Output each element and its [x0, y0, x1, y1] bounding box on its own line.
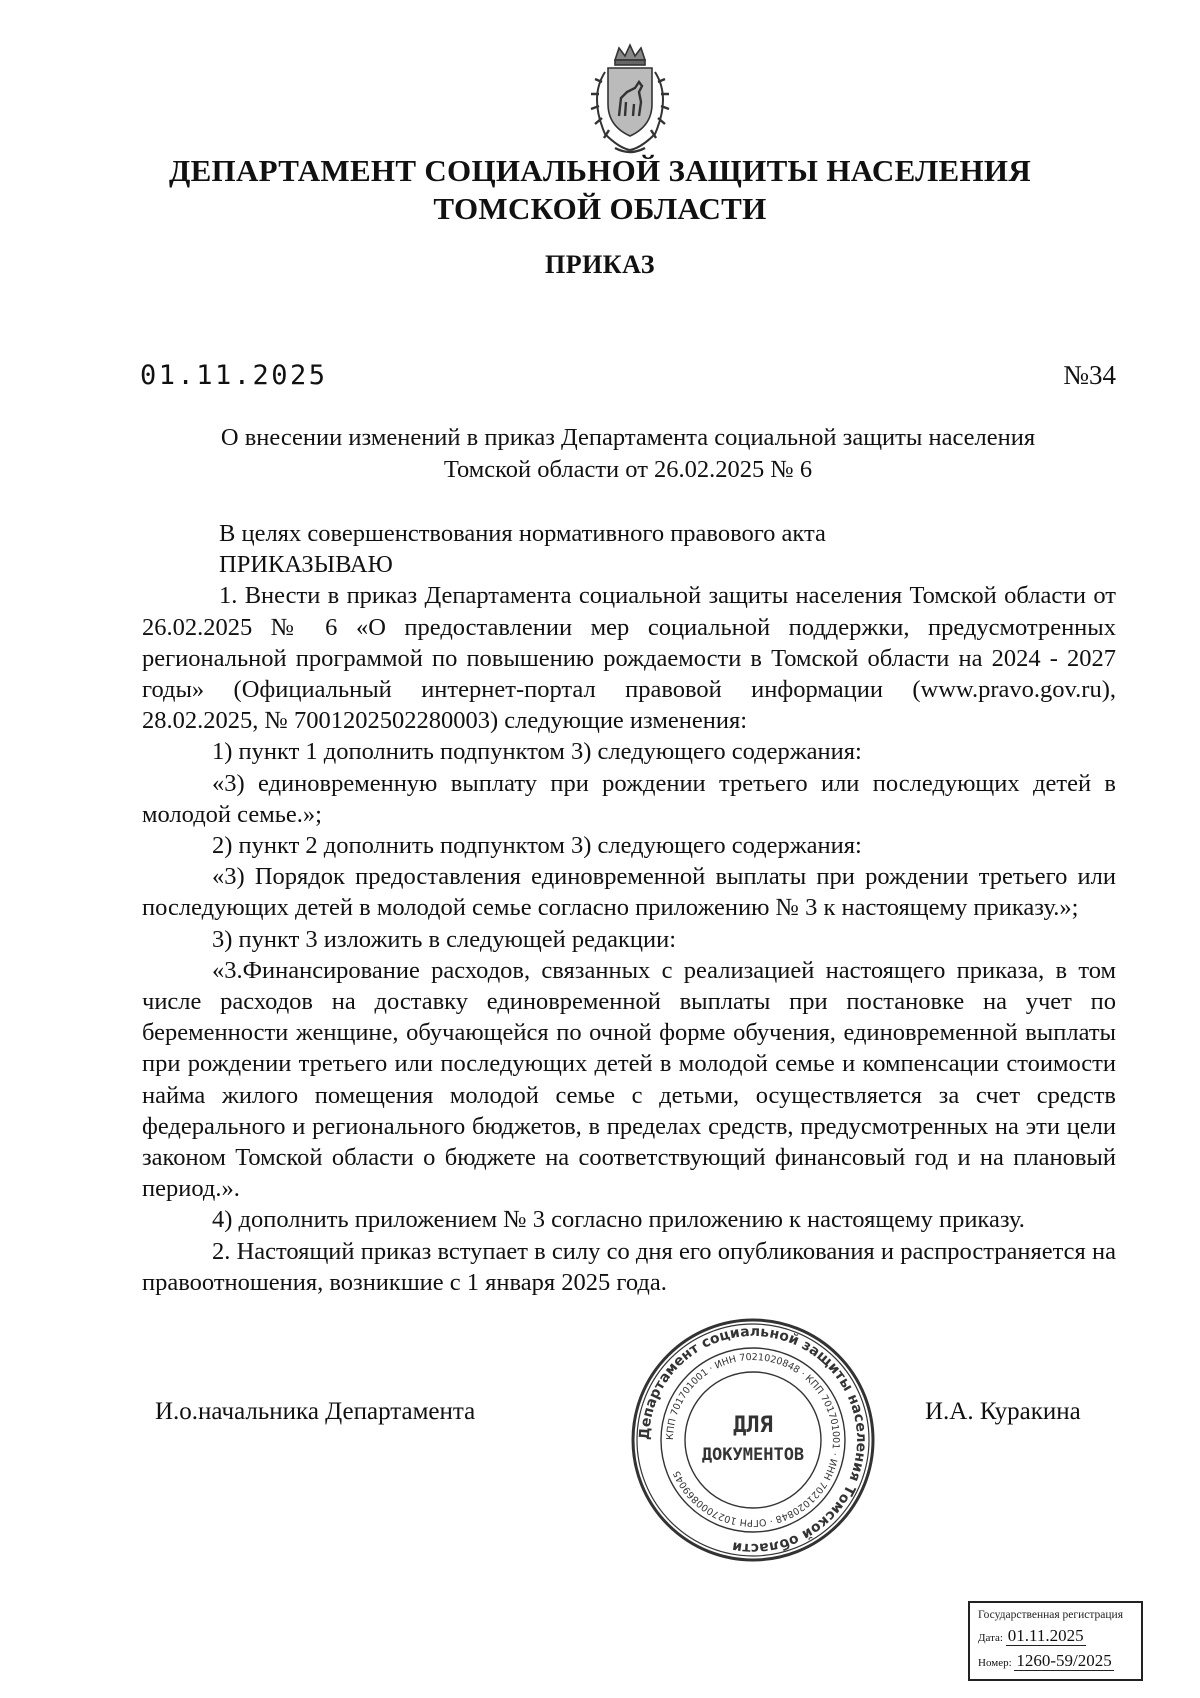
body-subitem-2: 2) пункт 2 дополнить подпунктом 3) следующего содержания:	[212, 832, 862, 860]
coat-of-arms-emblem	[575, 42, 685, 160]
signatory-position: И.о.начальника Департамента	[155, 1398, 476, 1425]
registration-number-value: 1260-59/2025	[1016, 1651, 1112, 1670]
stamp-center-line2: ДОКУМЕНТОВ	[701, 1445, 805, 1465]
document-subject	[140, 422, 1116, 486]
official-stamp	[628, 1315, 878, 1565]
signatory-name: И.А. Куракина	[925, 1398, 1081, 1425]
registration-date-label: Дата:	[978, 1632, 1003, 1644]
body-paragraph-1: 1. Внести в приказ Департамента социальной защиты населения Томской области от 26.02.2025 № 6 «О предоставлении мер социальной поддержки, предусмотренных региональной программой по повышению рождаемости в Томской области на 2024 - 2027 годы» (Официальный интернет-портал правовой информации (www.pravo.gov.ru), 28.02.2025, № 7001202502280003) следующие изменения:	[142, 582, 1116, 735]
department-name	[0, 152, 1200, 228]
registration-number-label: Номер:	[978, 1657, 1012, 1669]
body-subitem-2-text: «3) Порядок предоставления единовременной выплаты при рождении третьего или последующих детей в молодой семье согласно приложению № 3 к настоящему приказу.»;	[142, 863, 1116, 922]
subject-line2: Томской области от 26.02.2025 № 6	[443, 456, 813, 483]
document-date: 01.11.2025	[140, 360, 328, 391]
registration-title: Государственная регистрация	[978, 1609, 1123, 1621]
svg-text:КПП 701701001 · ИНН 7021020848	[665, 1352, 841, 1528]
document-type-title: ПРИКАЗ	[544, 250, 656, 279]
registration-number-row	[978, 1651, 1133, 1671]
department-name-line1: ДЕПАРТАМЕНТ СОЦИАЛЬНОЙ ЗАЩИТЫ НАСЕЛЕНИЯ	[168, 153, 1032, 188]
document-body	[142, 518, 1116, 1298]
body-subitem-1: 1) пункт 1 дополнить подпунктом 3) следующего содержания:	[212, 738, 862, 766]
registration-date-value: 01.11.2025	[1007, 1626, 1084, 1645]
body-order-word: ПРИКАЗЫВАЮ	[219, 551, 393, 579]
stamp-outer-text: Департамент социальной защиты населения Томской области	[636, 1323, 870, 1557]
department-name-line2: ТОМСКОЙ ОБЛАСТИ	[433, 191, 767, 226]
registration-date-row	[978, 1626, 1133, 1646]
stamp-center-line1: ДЛЯ	[733, 1413, 773, 1438]
body-subitem-1-text: «3) единовременную выплату при рождении третьего или последующих детей в молодой семье.»;	[142, 769, 1116, 828]
subject-line1: О внесении изменений в приказ Департамента социальной защиты населения	[220, 424, 1036, 451]
body-intro: В целях совершенствования нормативного правового акта	[219, 520, 826, 547]
body-subitem-3-text: «3.Финансирование расходов, связанных с реализацией настоящего приказа, в том числе расходов на доставку единовременной выплаты при постановке на учет по беременности женщине, обучающейся по очной форме обучения, единовременной выплаты при рождении третьего или последующих детей в молодой семье и компенсации стоимости найма жилого помещения молодой семье с детьми, осуществляется за счет средств федерального и регионального бюджетов, в пределах средств, предусмотренных на эти цели законом Томской области о бюджете на соответствующий финансовый год и на плановый период.».	[142, 956, 1116, 1203]
body-subitem-4: 4) дополнить приложением № 3 согласно приложению к настоящему приказу.	[212, 1206, 1025, 1234]
document-number: №34	[1063, 360, 1116, 390]
body-subitem-3: 3) пункт 3 изложить в следующей редакции:	[212, 925, 677, 953]
stamp-inner-text: КПП 701701001 · ИНН 7021020848 · КПП 701701001 · ИНН 7021020848 · ОГРН 1027000869045	[664, 1351, 842, 1529]
body-paragraph-2: 2. Настоящий приказ вступает в силу со дня его опубликования и распространяется на правоотношения, возникшие с 1 января 2025 года.	[142, 1237, 1116, 1296]
registration-box	[968, 1601, 1143, 1681]
